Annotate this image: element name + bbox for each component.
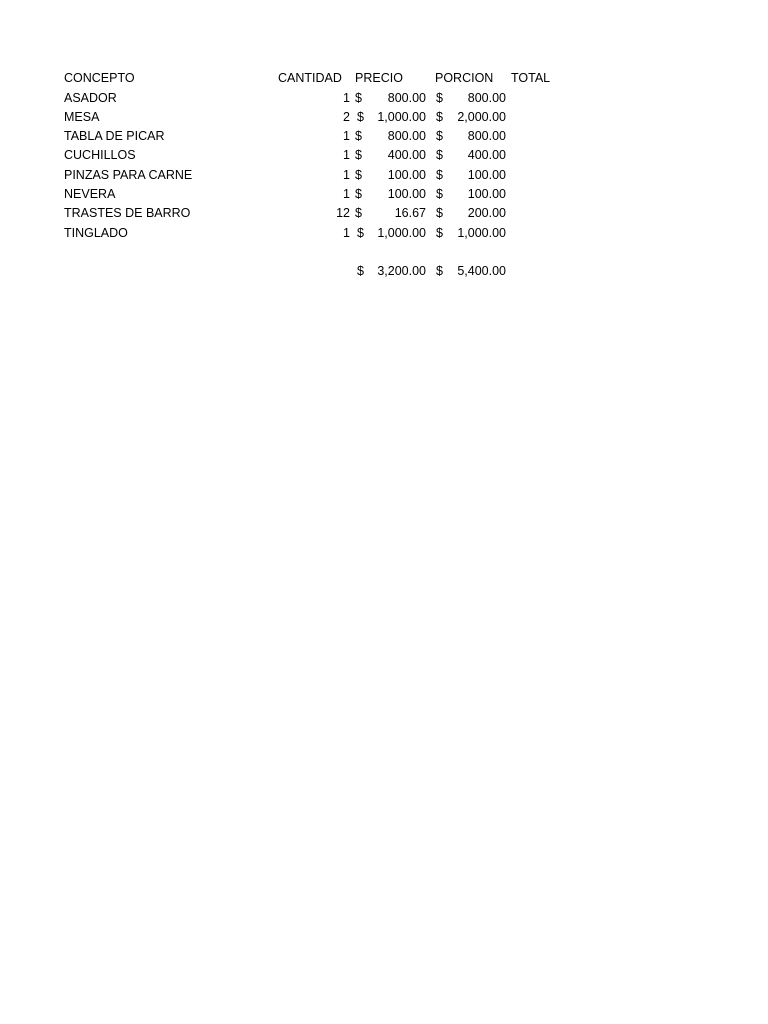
table-row [0, 185, 768, 204]
porcion-cell: 100.00 [467, 168, 506, 182]
concepto-cell: TABLA DE PICAR [64, 129, 165, 143]
table-row [0, 108, 768, 127]
total-porcion-currency: $ [436, 264, 443, 278]
porcion-cell: 100.00 [467, 187, 506, 201]
porcion-currency: $ [436, 187, 443, 201]
precio-currency: $ [355, 148, 362, 162]
precio-currency: $ [357, 226, 364, 240]
precio-cell: 400.00 [387, 148, 426, 162]
porcion-cell: 1,000.00 [457, 226, 506, 240]
precio-currency: $ [355, 206, 362, 220]
header-cantidad: CANTIDAD [278, 71, 342, 85]
cantidad-cell: 12 [336, 206, 350, 220]
porcion-currency: $ [436, 206, 443, 220]
cantidad-cell: 1 [343, 187, 350, 201]
header-porcion: PORCION [435, 71, 494, 85]
concepto-cell: PINZAS PARA CARNE [64, 168, 193, 182]
porcion-currency: $ [436, 148, 443, 162]
porcion-currency: $ [436, 226, 443, 240]
table-row [0, 224, 768, 243]
cantidad-cell: 1 [343, 168, 350, 182]
totals-row [0, 262, 768, 281]
precio-currency: $ [355, 129, 362, 143]
porcion-currency: $ [436, 110, 443, 124]
table-row [0, 89, 768, 108]
table-row [0, 204, 768, 223]
concepto-cell: CUCHILLOS [64, 148, 136, 162]
header-concepto: CONCEPTO [64, 71, 135, 85]
cantidad-cell: 1 [343, 148, 350, 162]
porcion-cell: 2,000.00 [457, 110, 506, 124]
header-total: TOTAL [511, 71, 551, 85]
header-precio: PRECIO [355, 71, 403, 85]
total-porcion-cell: 5,400.00 [457, 264, 506, 278]
porcion-currency: $ [436, 168, 443, 182]
table-row [0, 166, 768, 185]
cantidad-cell: 1 [343, 226, 350, 240]
precio-cell: 100.00 [387, 168, 426, 182]
precio-cell: 800.00 [387, 129, 426, 143]
precio-cell: 1,000.00 [377, 226, 426, 240]
precio-currency: $ [355, 168, 362, 182]
precio-cell: 800.00 [387, 91, 426, 105]
total-precio-currency: $ [357, 264, 364, 278]
table-row [0, 127, 768, 146]
porcion-currency: $ [436, 91, 443, 105]
concepto-cell: TINGLADO [64, 226, 128, 240]
cantidad-cell: 2 [343, 110, 350, 124]
precio-currency: $ [357, 110, 364, 124]
header-row [0, 69, 768, 88]
porcion-currency: $ [436, 129, 443, 143]
precio-currency: $ [355, 91, 362, 105]
porcion-cell: 200.00 [467, 206, 506, 220]
total-precio-cell: 3,200.00 [377, 264, 426, 278]
concepto-cell: MESA [64, 110, 100, 124]
precio-cell: 16.67 [394, 206, 426, 220]
porcion-cell: 400.00 [467, 148, 506, 162]
concepto-cell: ASADOR [64, 91, 117, 105]
cantidad-cell: 1 [343, 129, 350, 143]
precio-cell: 100.00 [387, 187, 426, 201]
concepto-cell: NEVERA [64, 187, 116, 201]
precio-currency: $ [355, 187, 362, 201]
precio-cell: 1,000.00 [377, 110, 426, 124]
cantidad-cell: 1 [343, 91, 350, 105]
porcion-cell: 800.00 [467, 91, 506, 105]
table-row [0, 146, 768, 165]
concepto-cell: TRASTES DE BARRO [64, 206, 191, 220]
porcion-cell: 800.00 [467, 129, 506, 143]
